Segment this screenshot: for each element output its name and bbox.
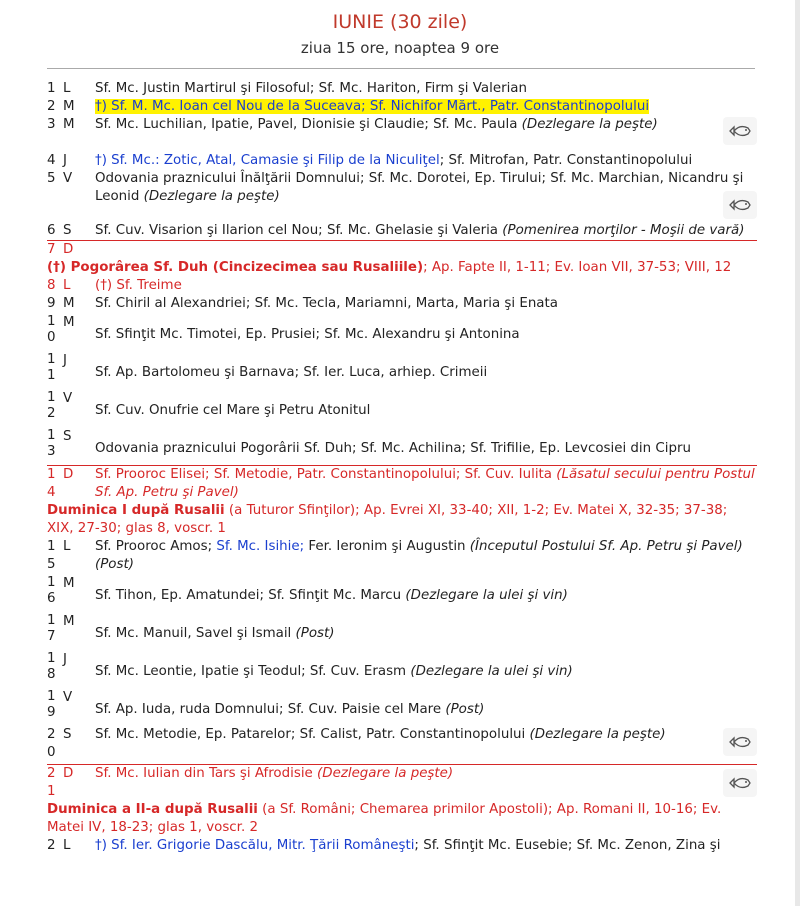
- day-row: 1 9 V Sf. Ap. Iuda, ruda Domnului; Sf. Cuv. Paisie cel Mare (Post): [47, 689, 485, 720]
- page-subtitle: ziua 15 ore, noaptea 9 ore: [300, 39, 500, 57]
- day-row: 1 5 L Sf. Prooroc Amos; Sf. Mc. Isihie; Fer. Ieronim şi Augustin (Începutul Postului Sf. Ap. Petru şi Pavel) (Post): [47, 539, 743, 572]
- fish-icon[interactable]: [723, 191, 757, 219]
- header-divider: [47, 68, 755, 69]
- day-row: 1 L Sf. Mc. Justin Martirul şi Filosoful; Sf. Mc. Hariton, Firm şi Valerian: [47, 81, 527, 96]
- day-row: 2 L †) Sf. Ier. Grigorie Dascălu, Mitr. Ţării Româneşti; Sf. Sfinţit Mc. Eusebie; Sf. Mc. Zenon, Zina şi: [47, 838, 721, 853]
- day-row: 1 8 J Sf. Mc. Leontie, Ipatie şi Teodul; Sf. Cuv. Erasm (Dezlegare la ulei şi vin): [47, 651, 573, 682]
- day-row: 1 6 M Sf. Tihon, Ep. Amatundei; Sf. Sfinţit Mc. Marcu (Dezlegare la ulei şi vin): [47, 575, 568, 606]
- page-title: IUNIE (30 zile): [332, 11, 468, 33]
- day-row: 7 D: [47, 242, 74, 257]
- day-row: 3 M Sf. Mc. Luchilian, Ipatie, Pavel, Dionisie şi Claudie; Sf. Mc. Paula (Dezlegare la peşte): [47, 116, 757, 134]
- day-row: 8 L (†) Sf. Treime: [47, 278, 182, 293]
- day-row: 2 0 S Sf. Mc. Metodie, Ep. Patarelor; Sf. Calist, Patr. Constantinopolului (Dezlegare la peşte): [47, 726, 757, 764]
- day-row: 2 M †) Sf. M. Mc. Ioan cel Nou de la Suceava; Sf. Nichifor Mărt., Patr. Constantinopolului: [47, 99, 650, 114]
- sunday-description: Duminica I după Rusalii (a Tuturor Sfinţilor); Ap. Evrei XI, 33-40; XII, 1-2; Ev. Matei X, 32-35; 37-38; XIX, 27-30; glas 8, voscr. 1: [47, 503, 728, 536]
- calendar-list: [47, 80, 757, 855]
- day-row: 1 3 S Odovania praznicului Pogorârii Sf. Duh; Sf. Mc. Achilina; Sf. Trifilie, Ep. Levcosiei din Cipru: [47, 428, 691, 459]
- day-row: 4 J †) Sf. Mc.: Zotic, Atal, Camasie şi Filip de la Niculiţel; Sf. Mitrofan, Patr. Constantinopolului: [47, 153, 693, 168]
- day-row: 5 V Odovania praznicului Înălţării Domnului; Sf. Mc. Dorotei, Ep. Tirului; Sf. Mc. Marchian, Nicandru şi Leonid (Dezlegare la peşte): [47, 170, 757, 206]
- fish-icon[interactable]: [723, 117, 757, 145]
- scrollbar[interactable]: [795, 0, 800, 906]
- sunday-description: Duminica a II-a după Rusalii (a Sf. Români; Chemarea primilor Apostoli); Ap. Romani II, 10-16; Ev. Matei IV, 18-23; glas 1, voscr. 2: [47, 802, 722, 835]
- day-row: 1 0 M Sf. Sfinţit Mc. Timotei, Ep. Prusiei; Sf. Mc. Alexandru şi Antonina: [47, 314, 520, 345]
- page-header: [0, 0, 800, 59]
- feast-description: (†) Pogorârea Sf. Duh (Cincizecimea sau Rusaliile); Ap. Fapte II, 1-11; Ev. Ioan VII, 37-53; VIII, 12: [47, 260, 732, 275]
- day-row: 1 2 V Sf. Cuv. Onufrie cel Mare şi Petru Atonitul: [47, 390, 371, 421]
- day-row: 1 4 D Sf. Prooroc Elisei; Sf. Metodie, Patr. Constantinopolului; Sf. Cuv. Iulita (Lăsatul secului pentru Postul Sf. Ap. Petru şi Pavel): [47, 467, 755, 500]
- feast-highlight: †) Sf. M. Mc. Ioan cel Nou de la Suceava; Sf. Nichifor Mărt., Patr. Constantinopolului: [95, 99, 650, 114]
- day-row: 6 S Sf. Cuv. Visarion şi Ilarion cel Nou; Sf. Mc. Ghelasie şi Valeria (Pomenirea morţilor - Moşii de vară): [47, 223, 745, 238]
- fish-icon[interactable]: [723, 728, 757, 756]
- day-row: 1 1 J Sf. Ap. Bartolomeu şi Barnava; Sf. Ier. Luca, arhiep. Crimeii: [47, 352, 488, 383]
- day-row: 2 1 D Sf. Mc. Iulian din Tars şi Afrodisie (Dezlegare la peşte): [47, 765, 757, 801]
- day-row: 1 7 M Sf. Mc. Manuil, Savel şi Ismail (Post): [47, 613, 335, 644]
- fish-icon[interactable]: [723, 769, 757, 797]
- day-row: 9 M Sf. Chiril al Alexandriei; Sf. Mc. Tecla, Mariamni, Marta, Maria şi Enata: [47, 296, 558, 311]
